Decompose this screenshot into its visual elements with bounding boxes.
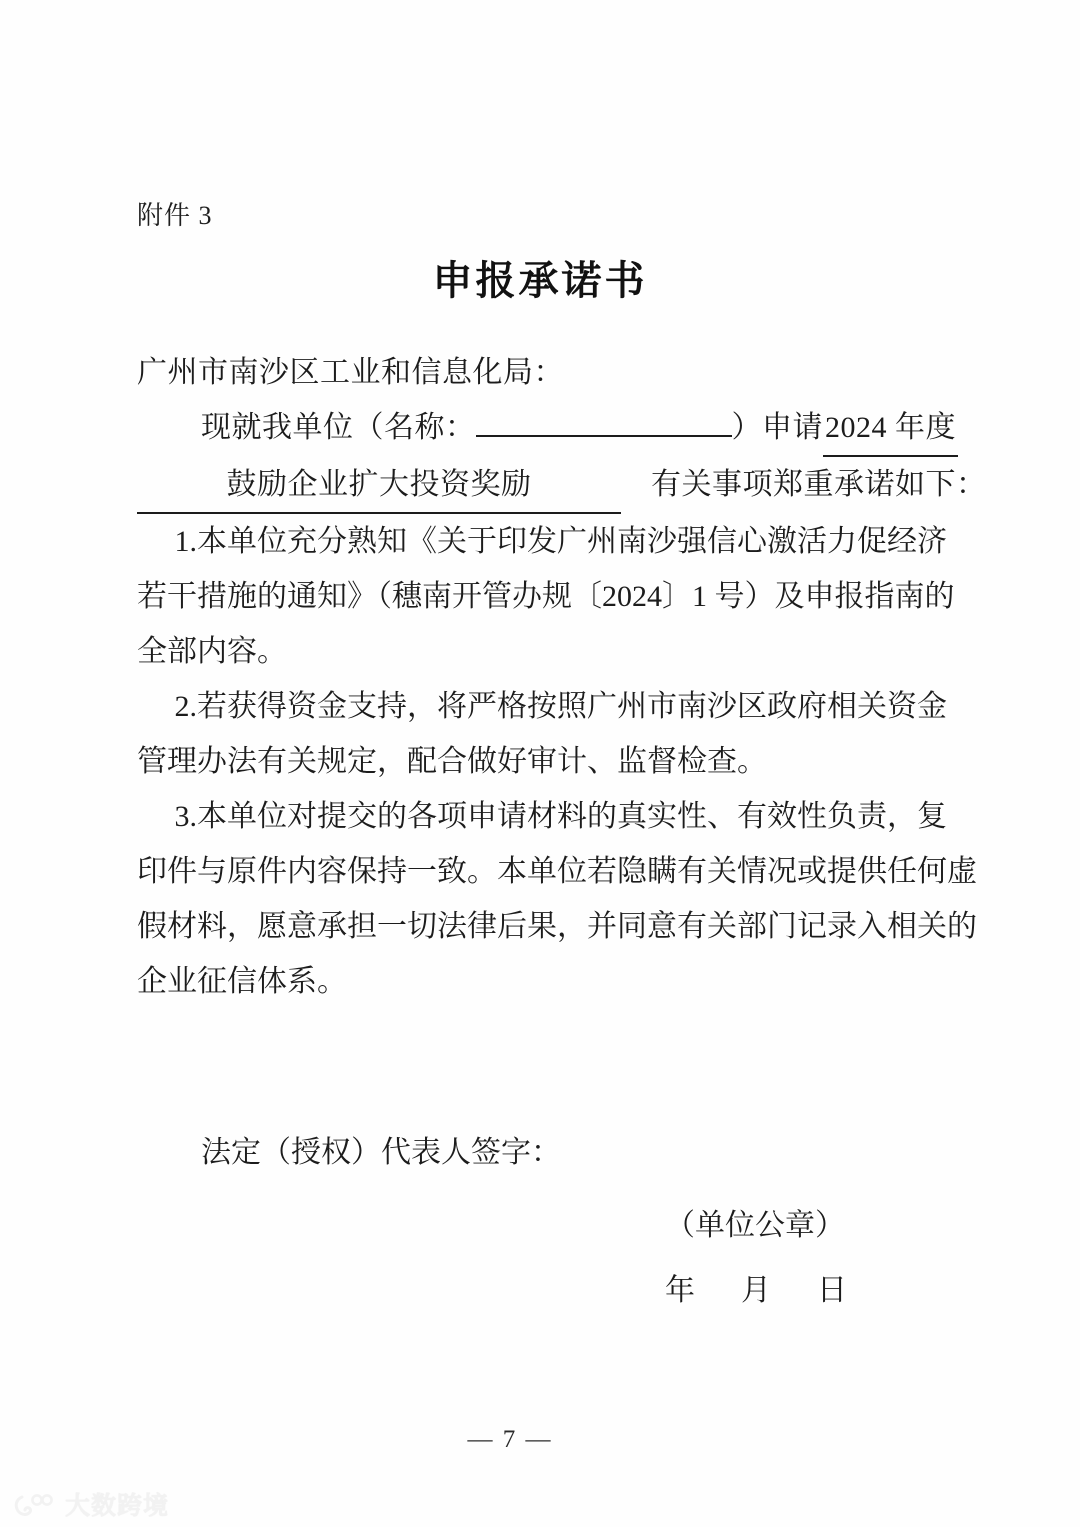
clause-3-line-1-text: 3.本单位对提交的各项申请材料的真实性、有效性负责，复 <box>174 800 947 833</box>
intro-line-1 <box>137 400 956 457</box>
recipient-line: 广州市南沙区工业和信息化局： <box>137 356 564 389</box>
attachment-label: 附件 3 <box>137 201 213 230</box>
signature-block <box>137 1125 947 1318</box>
clause-2 <box>137 679 947 789</box>
document-body <box>137 345 987 1009</box>
intro-after-program: 有关事项郑重承诺如下： <box>651 468 987 501</box>
unit-name-field[interactable] <box>476 401 732 437</box>
date-day-label: 日 <box>817 1274 847 1307</box>
paragraph-indent <box>137 514 175 569</box>
clause-1 <box>137 514 955 679</box>
date-year-label: 年 <box>665 1274 695 1307</box>
page-number: — 7 — <box>467 1426 553 1453</box>
clause-1-line-1 <box>137 514 947 569</box>
year-field[interactable]: 2024 年度 <box>823 400 958 457</box>
brand-logo-icon <box>14 1493 56 1519</box>
clause-1-line-1-text: 1.本单位充分熟知《关于印发广州南沙强信心激活力促经济 <box>174 525 947 558</box>
clause-3-line-4: 企业征信体系。 <box>137 965 347 998</box>
clause-3-line-2: 印件与原件内容保持一致。本单位若隐瞒有关情况或提供任何虚 <box>137 855 977 888</box>
clause-3-line-3: 假材料，愿意承担一切法律后果，并同意有关部门记录入相关的 <box>137 910 977 943</box>
watermark-text: 大数跨境 <box>65 1491 170 1520</box>
representative-signature-label: 法定（授权）代表人签字： <box>201 1136 561 1169</box>
official-seal-label: （单位公章） <box>665 1209 845 1242</box>
page-title: 申报承诺书 <box>432 258 648 304</box>
intro-after-name: ）申请 <box>731 411 823 444</box>
clause-3 <box>137 789 977 1009</box>
clause-2-line-2: 管理办法有关规定，配合做好审计、监督检查。 <box>137 745 767 778</box>
date-month-label: 月 <box>741 1274 771 1307</box>
program-name-field[interactable]: 鼓励企业扩大投资奖励 <box>137 457 621 514</box>
paragraph-indent <box>137 679 175 734</box>
signature-date-line <box>137 1263 947 1318</box>
intro-before-name: 现就我单位（名称： <box>201 411 476 444</box>
paragraph-indent <box>137 789 175 844</box>
clause-2-line-1-text: 2.若获得资金支持，将严格按照广州市南沙区政府相关资金 <box>174 690 947 723</box>
clause-1-line-3: 全部内容。 <box>137 635 287 668</box>
intro-line-2 <box>137 457 987 514</box>
watermark <box>14 1493 169 1519</box>
clause-1-line-2: 若干措施的通知》（穗南开管办规〔2024〕1 号）及申报指南的 <box>137 580 955 613</box>
clause-2-line-1 <box>137 679 947 734</box>
clause-3-line-1 <box>137 789 947 844</box>
